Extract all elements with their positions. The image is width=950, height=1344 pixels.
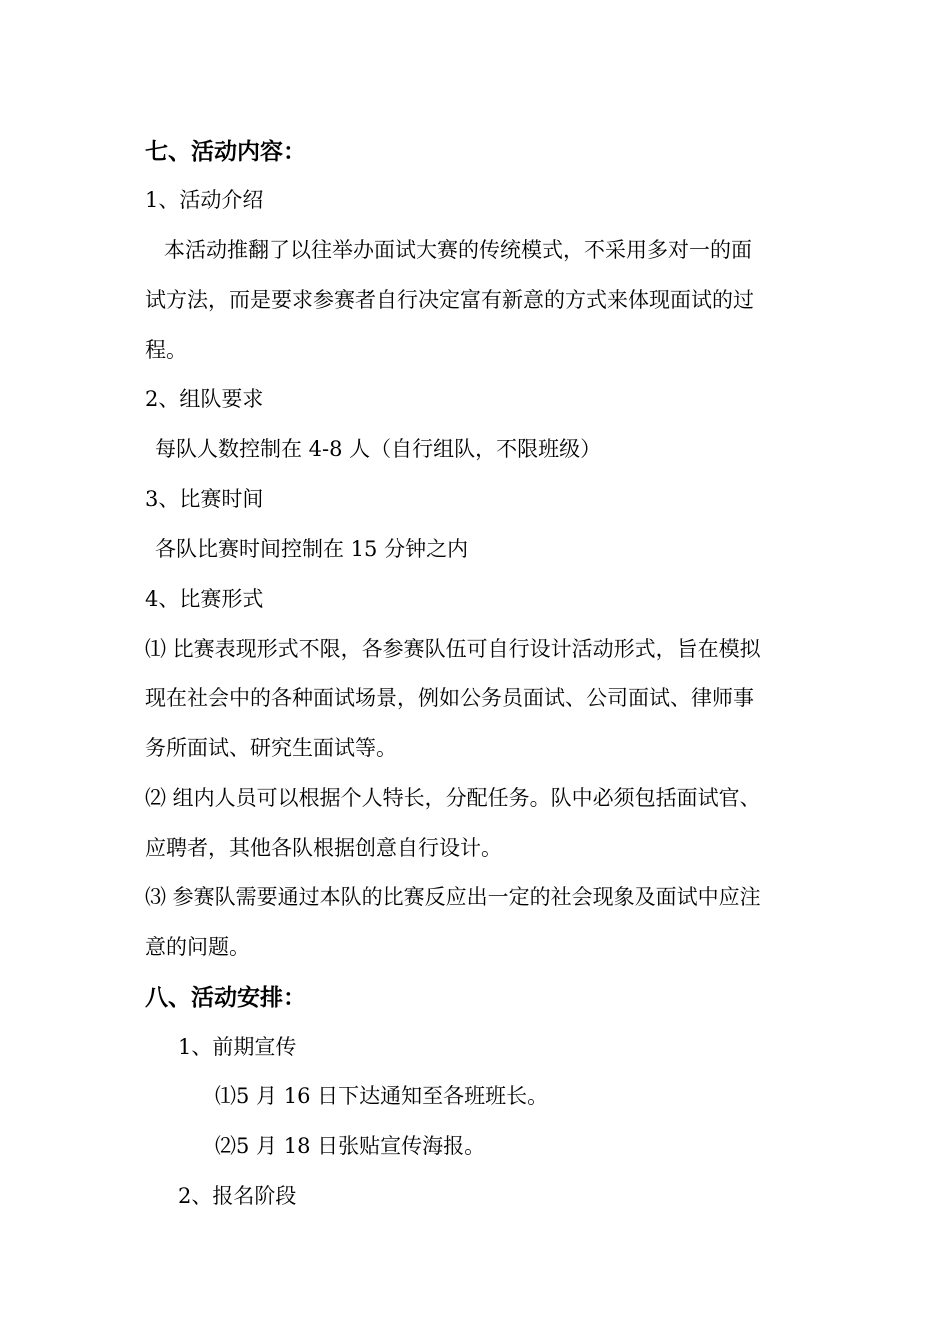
arrangement-1-title: 1、前期宣传 <box>178 1035 297 1059</box>
section-7-heading: 七、活动内容： <box>145 139 306 165</box>
arrangement-1-step-1: ⑴5 月 16 日下达通知至各班班长。 <box>215 1084 549 1108</box>
item-4-body-line-5: 应聘者，其他各队根据创意自行设计。 <box>145 836 502 860</box>
item-1-title: 1、活动介绍 <box>145 188 264 212</box>
item-4-body-line-7: 意的问题。 <box>145 935 250 959</box>
section-8-heading: 八、活动安排： <box>145 985 306 1011</box>
item-4-body-line-6: ⑶ 参赛队需要通过本队的比赛反应出一定的社会现象及面试中应注 <box>145 885 761 909</box>
item-3-title: 3、比赛时间 <box>145 487 264 511</box>
item-1-body-line-2: 试方法，而是要求参赛者自行决定富有新意的方式来体现面试的过 <box>145 288 754 312</box>
item-1-body-line-1: 本活动推翻了以往举办面试大赛的传统模式，不采用多对一的面 <box>164 238 752 262</box>
item-3-body: 各队比赛时间控制在 15 分钟之内 <box>155 537 469 561</box>
item-4-body-line-4: ⑵ 组内人员可以根据个人特长，分配任务。队中必须包括面试官、 <box>145 786 761 810</box>
arrangement-1-step-2: ⑵5 月 18 日张贴宣传海报。 <box>215 1134 486 1158</box>
item-1-body-line-3: 程。 <box>145 338 187 362</box>
item-2-title: 2、组队要求 <box>145 387 264 411</box>
item-4-body-line-2: 现在社会中的各种面试场景，例如公务员面试、公司面试、律师事 <box>145 686 754 710</box>
item-2-body: 每队人数控制在 4-8 人（自行组队，不限班级） <box>155 437 602 461</box>
arrangement-2-title: 2、报名阶段 <box>178 1184 297 1208</box>
item-4-body-line-3: 务所面试、研究生面试等。 <box>145 736 397 760</box>
item-4-body-line-1: ⑴ 比赛表现形式不限，各参赛队伍可自行设计活动形式，旨在模拟 <box>145 637 761 661</box>
item-4-title: 4、比赛形式 <box>145 587 264 611</box>
